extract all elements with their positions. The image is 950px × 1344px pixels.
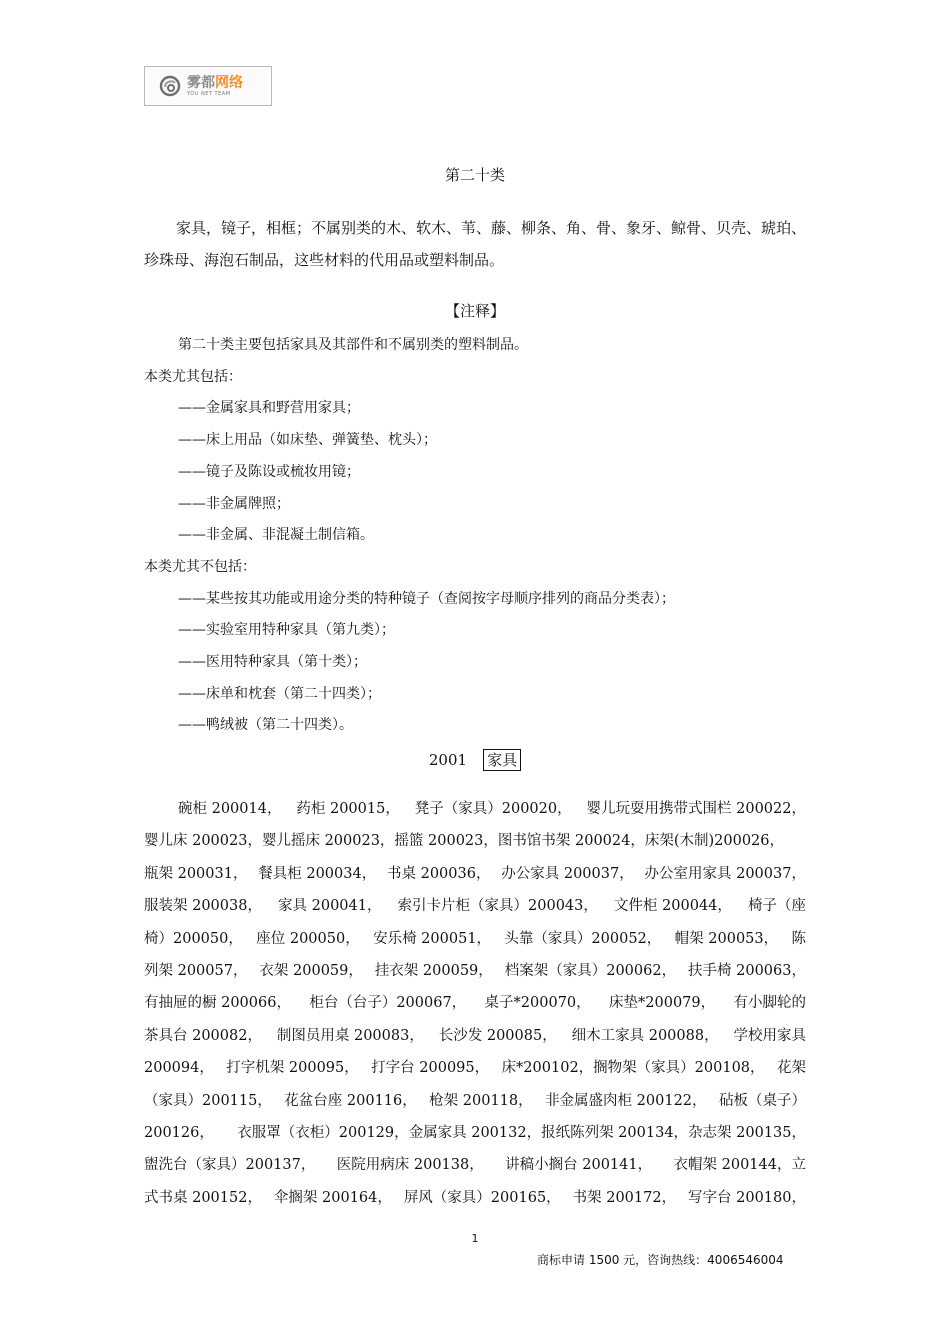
note-line: ——床单和枕套（第二十四类）； [178,685,381,702]
subgroup-heading [144,749,806,770]
goods-item: 安乐椅 200051， [373,930,492,947]
goods-item: 衣服罩（衣柜）200129，金属家具 200132，报纸陈列架 200134，杂志架 200135， [237,1125,806,1142]
goods-item: 列架 200057， [144,963,248,980]
goods-line [144,1149,806,1181]
goods-item: 非金属盛肉柜 200122， [545,1092,707,1109]
goods-item: 打字机架 200095， [226,1060,359,1077]
goods-list [144,793,806,1214]
goods-line [144,890,806,922]
goods-item: 凳子（家具）200020， [414,801,572,817]
goods-item: 椅子（座 [747,898,806,915]
subgroup-name: 家具 [483,749,521,771]
goods-item: 衣架 200059， [259,963,363,980]
note-heading: 【注释】 [444,302,505,320]
goods-item: 挂衣架 200059， [374,963,493,980]
goods-item: 书架 200172， [572,1189,677,1206]
goods-item: 200094， [144,1060,214,1077]
goods-item: 式书桌 200152， [144,1189,262,1206]
goods-line [144,793,806,825]
goods-item: 医院用病床 200138， [336,1157,484,1174]
goods-item: 床*200102，搁物架（家具）200108， [501,1060,765,1077]
goods-item: 柜台（台子）200067， [309,995,467,1012]
goods-item: 花盆台座 200116， [284,1092,417,1109]
goods-item: 伞搁架 200164， [273,1189,392,1206]
goods-line [144,923,806,955]
goods-item: 打字台 200095， [371,1060,490,1077]
goods-item: 枪架 200118， [429,1092,533,1109]
goods-line [144,987,806,1019]
goods-item: 陈 [791,930,806,947]
goods-item: 桌子*200070， [484,995,591,1012]
goods-item: （家具）200115， [144,1092,272,1109]
goods-line [144,955,806,987]
note-line: ——非金属、非混凝土制信箱。 [178,527,374,544]
goods-item: 细木工家具 200088， [571,1027,719,1044]
goods-item: 书桌 200036， [387,865,491,882]
goods-item: 屏风（家具）200165， [403,1189,561,1206]
note-line: ——实验室用特种家具（第九类）； [178,622,395,639]
logo-name: 雾都网络 [187,74,243,91]
goods-item: 文件柜 200044， [613,898,732,915]
goods-item: 椅）200050， [144,930,243,947]
goods-item: 婴儿床 200023，婴儿摇床 200023，摇篮 200023，图书馆书架 200024，床架(木制)200026， [144,833,785,850]
goods-item: 制图员用桌 200083， [276,1027,424,1044]
note-line: ——鸭绒被（第二十四类）。 [178,717,353,734]
goods-line [144,1020,806,1052]
goods-line [144,858,806,890]
logo-subtitle: YOU NET TEAM [187,90,231,97]
goods-line [144,825,806,857]
goods-item: 讲稿小搁台 200141， [505,1157,653,1174]
goods-item: 头靠（家具）200052， [504,930,662,947]
note-line: ——镜子及陈设或梳妆用镜； [178,463,360,480]
class-description: 家具，镜子，相框；不属别类的木、软木、苇、藤、柳条、角、骨、象牙、鲸骨、贝壳、琥珀、珍珠母、海泡石制品，这些材料的代用品或塑料制品。 [144,219,807,269]
goods-item: 家具 200041， [278,898,382,915]
note-body [144,330,806,742]
goods-line [144,1085,806,1117]
company-logo [144,66,272,106]
page-number: 1 [471,1232,479,1245]
note-line: ——非金属牌照； [178,495,290,512]
note-line: 本类尤其包括： [144,368,242,385]
subgroup-code: 2001 [428,751,468,769]
goods-item: 茶具台 200082， [144,1027,262,1044]
goods-item: 餐具柜 200034， [258,865,377,882]
goods-item: 扶手椅 200063， [688,963,806,980]
goods-line [144,1182,806,1214]
goods-item: 档案架（家具）200062， [504,963,677,980]
goods-item: 索引卡片柜（家具）200043， [397,898,598,915]
goods-item: 办公室用家具 200037， [644,865,806,882]
note-line: 第二十类主要包括家具及其部件和不属别类的塑料制品。 [178,337,528,353]
note-line: ——医用特种家具（第十类）； [178,654,367,671]
goods-item: 床垫*200079， [609,995,716,1012]
goods-item: 服装架 200038， [144,898,262,915]
goods-line [144,1117,806,1149]
goods-item: 学校用家具 [733,1027,806,1044]
goods-item: 帽架 200053， [674,930,779,947]
goods-item: 长沙发 200085， [438,1027,557,1044]
logo-emblem-icon [159,75,181,97]
goods-item: 200126， [144,1125,214,1142]
goods-item: 瓶架 200031， [144,865,248,882]
note-line: ——金属家具和野营用家具； [178,400,360,417]
class-title: 第二十类 [444,166,505,184]
goods-item: 婴儿玩耍用携带式围栏 200022， [586,801,806,817]
goods-item: 有抽屉的橱 200066， [144,995,291,1012]
goods-item: 碗柜 200014， [178,801,282,817]
goods-line [144,1052,806,1084]
goods-item: 盥洗台（家具）200137， [144,1157,316,1174]
goods-item: 办公家具 200037， [501,865,634,882]
footer-contact: 商标申请 1500 元，咨询热线：4006546004 [537,1253,784,1267]
note-line: ——某些按其功能或用途分类的特种镜子（查阅按字母顺序排列的商品分类表）； [178,590,675,607]
goods-item: 药柜 200015， [296,801,400,817]
goods-item: 写字台 200180， [688,1189,806,1206]
goods-item: 花架 [776,1060,806,1077]
goods-item: 有小脚轮的 [733,995,806,1012]
note-line: ——床上用品（如床垫、弹簧垫、枕头）； [178,432,437,449]
goods-item: 砧板（桌子） [718,1092,806,1109]
note-line: 本类尤其不包括： [144,558,256,575]
goods-item: 座位 200050， [256,930,360,947]
goods-item: 衣帽架 200144，立 [673,1157,806,1174]
